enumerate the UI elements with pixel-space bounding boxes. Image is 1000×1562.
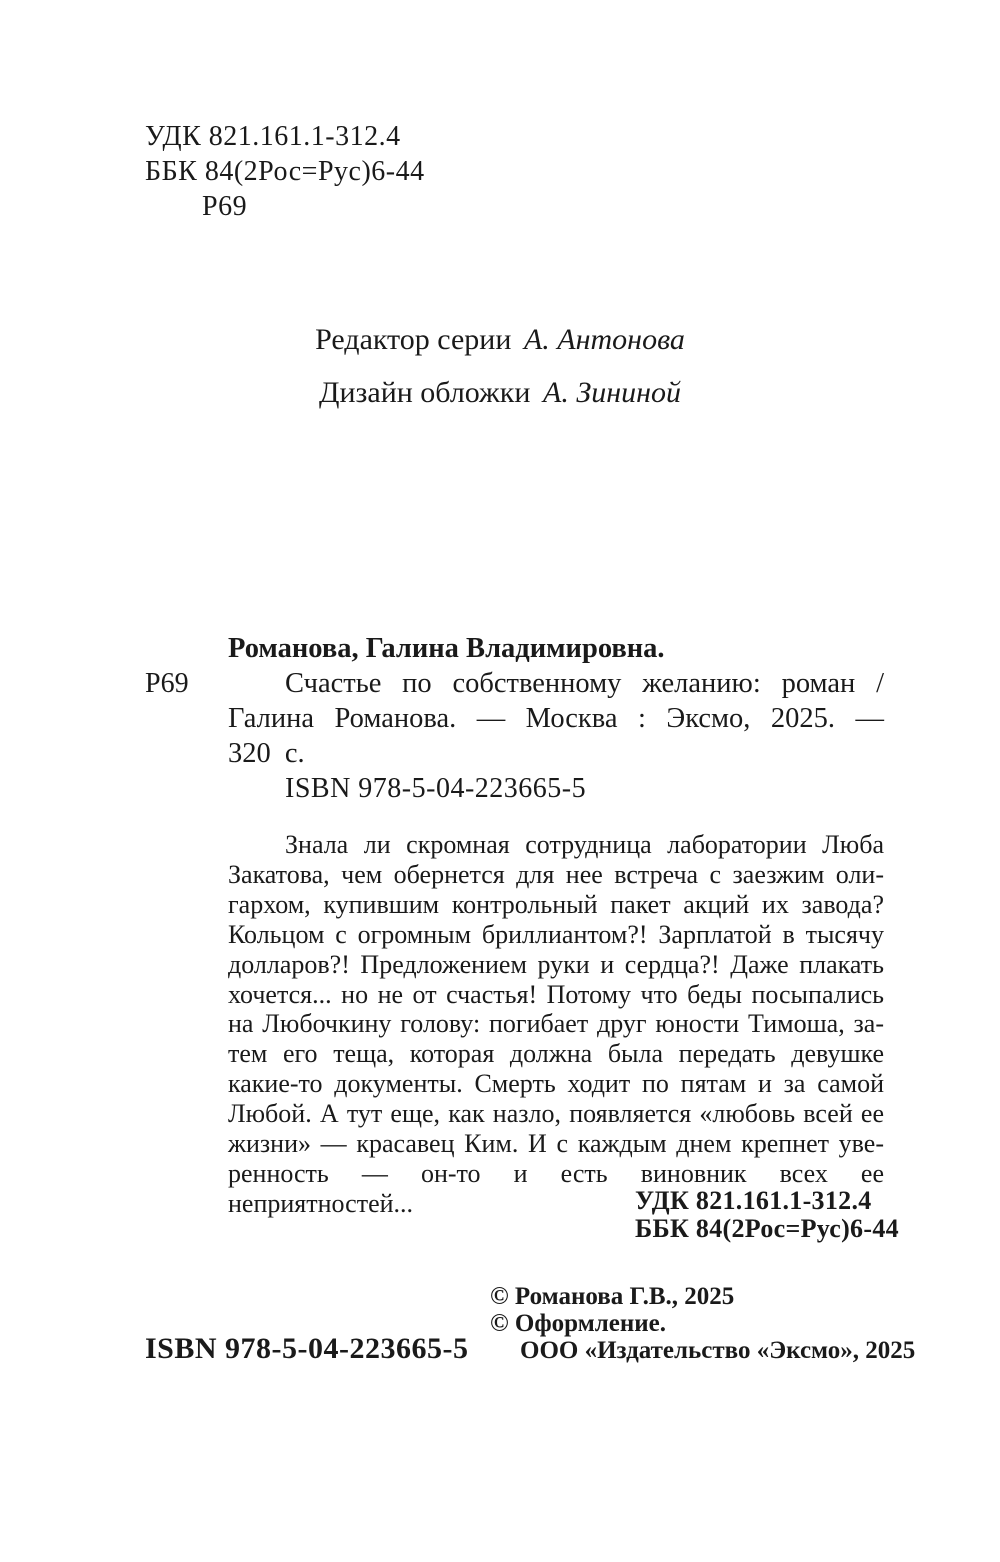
annotation-line: жизни» — красавец Ким. И с каждым днем крепнет уве- xyxy=(228,1129,884,1159)
card-isbn: ISBN 978-5-04-223665-5 xyxy=(285,773,587,804)
series-credits xyxy=(0,322,1000,411)
annotation-line: хочется... но не от счастья! Потому что беды посыпались xyxy=(228,979,884,1009)
annotation-line: Закатова, чем обернется для нее встреча с заезжим оли- xyxy=(228,859,884,889)
bottom-catalog-codes xyxy=(635,1187,899,1243)
annotation-line: на Любочкину голову: погибает друг юности Тимоша, за- xyxy=(228,1009,884,1039)
top-catalog-codes xyxy=(145,119,425,224)
annotation-line: Любой. А тут еще, как назло, появляется «любовь всей ее xyxy=(228,1099,884,1129)
udk-code: УДК 821.161.1-312.4 xyxy=(145,121,401,152)
copyright-publisher-line: ООО «Издательство «Эксмо», 2025 xyxy=(520,1337,916,1364)
annotation-line: долларов?! Предложением руки и сердца?! Даже плакать xyxy=(228,949,884,979)
copyright-author-line: © Романова Г.В., 2025 xyxy=(490,1283,735,1310)
card-pages-line: 320 с. xyxy=(228,738,305,769)
card-title-line: Счастье по собственному желанию: роман / xyxy=(285,668,884,699)
annotation-line: Кольцом с огромным бриллиантом?! Зарплатой в тысячу xyxy=(228,919,884,949)
card-heading: Романова, Галина Владимировна. xyxy=(228,633,665,664)
catalog-card xyxy=(145,631,884,771)
cover-designer-label: Дизайн обложки xyxy=(319,376,531,409)
cover-designer-name: А. Зининой xyxy=(543,376,681,409)
card-publisher-line: Галина Романова. — Москва : Эксмо, 2025. — xyxy=(228,703,884,734)
bbk-code: ББК 84(2Рос=Рус)6-44 xyxy=(145,156,425,187)
annotation xyxy=(228,830,884,1219)
annotation-line: тем его теща, которая должна была передать девушке xyxy=(228,1039,884,1069)
bottom-udk-code: УДК 821.161.1-312.4 xyxy=(635,1186,872,1215)
series-editor-line xyxy=(0,322,1000,358)
series-editor-label: Редактор серии xyxy=(315,323,512,356)
copyright-design-line: © Оформление. xyxy=(490,1310,667,1337)
series-editor-name: А. Антонова xyxy=(523,323,685,356)
annotation-line: какие-то документы. Смерть ходит по пятам и за самой xyxy=(228,1069,884,1099)
cover-designer-line xyxy=(0,375,1000,411)
copyright-block xyxy=(490,1283,915,1364)
annotation-line: ренность — он-то и есть виновник всех ее неприятностей... xyxy=(228,1158,884,1218)
author-sign: Р69 xyxy=(202,191,248,222)
annotation-line: Знала ли скромная сотрудница лаборатории Люба xyxy=(285,830,884,859)
bottom-bbk-code: ББК 84(2Рос=Рус)6-44 xyxy=(635,1214,899,1243)
card-author-sign: Р69 xyxy=(145,668,189,699)
bottom-isbn: ISBN 978-5-04-223665-5 xyxy=(145,1332,469,1365)
annotation-line: гархом, купившим контрольный пакет акций их завода? xyxy=(228,889,884,919)
